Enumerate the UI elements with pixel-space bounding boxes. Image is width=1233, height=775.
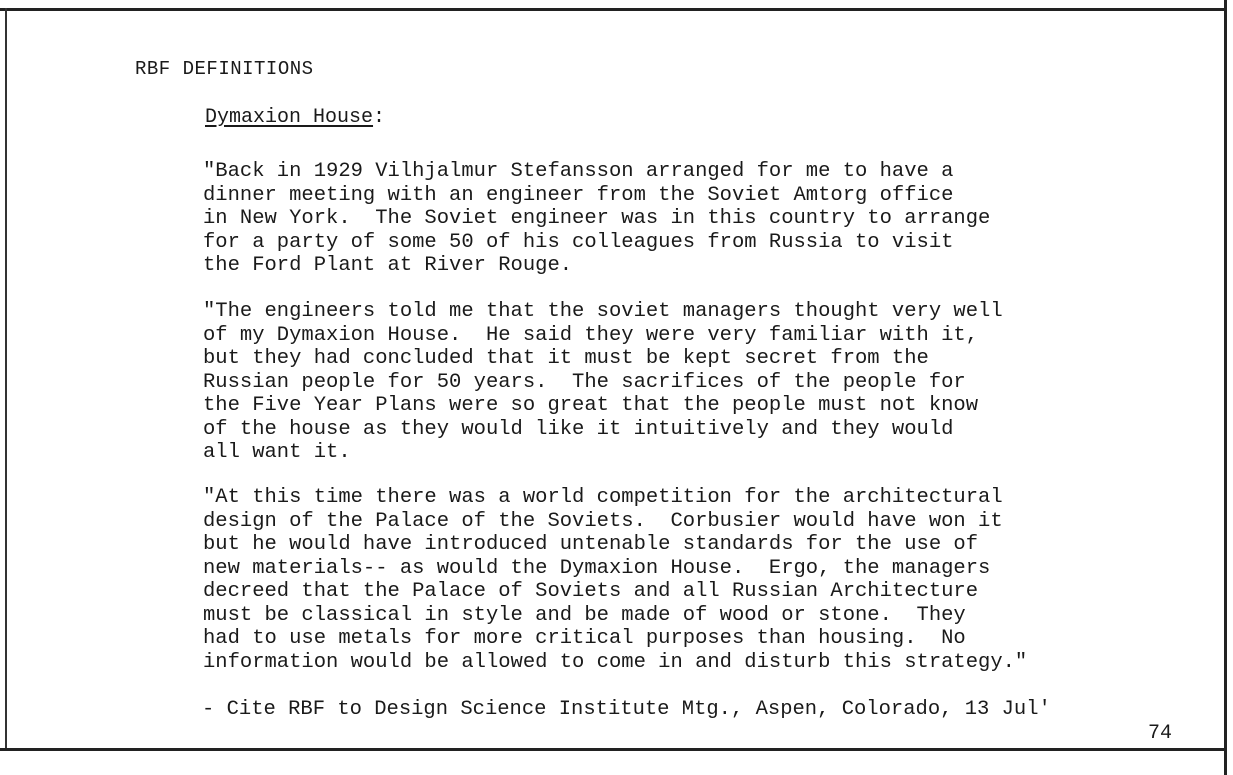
entry-title: [205, 106, 385, 129]
citation-year: 74: [1148, 722, 1173, 745]
quote-paragraph-1: "Back in 1929 Vilhjalmur Stefansson arranged for me to have a dinner meeting with an engineer from the Soviet Amtorg office in New York. The Soviet engineer was in this country to arrange for a party of some 50 of his colleagues from Russia to visit the Ford Plant at River Rouge.: [203, 160, 991, 277]
card-top-border: [0, 8, 1226, 11]
card-right-border: [1224, 0, 1227, 775]
card-left-border: [5, 8, 7, 751]
card-bottom-border: [0, 748, 1226, 751]
entry-title-colon: :: [373, 106, 386, 129]
document-header: RBF DEFINITIONS: [135, 58, 314, 80]
citation: - Cite RBF to Design Science Institute Mtg., Aspen, Colorado, 13 Jul': [202, 698, 1051, 721]
entry-title-text: Dymaxion House: [205, 106, 374, 129]
quote-paragraph-2: "The engineers told me that the soviet managers thought very well of my Dymaxion House. He said they were very familiar with it, but they had concluded that it must be kept secret from the Russian people for 50 years. The sacrifices of the people for the Five Year Plans were so great that the people must not know of the house as they would like it intuitively and they would all want it.: [203, 300, 1003, 464]
quote-paragraph-3: "At this time there was a world competition for the architectural design of the Palace of the Soviets. Corbusier would have won it but he would have introduced untenable standards for the use of new materials-- as would the Dymaxion House. Ergo, the managers decreed that the Palace of Soviets and all Russian Architecture must be classical in style and be made of wood or stone. They had to use metals for more critical purposes than housing. No information would be allowed to come in and disturb this strategy.": [203, 486, 1028, 674]
